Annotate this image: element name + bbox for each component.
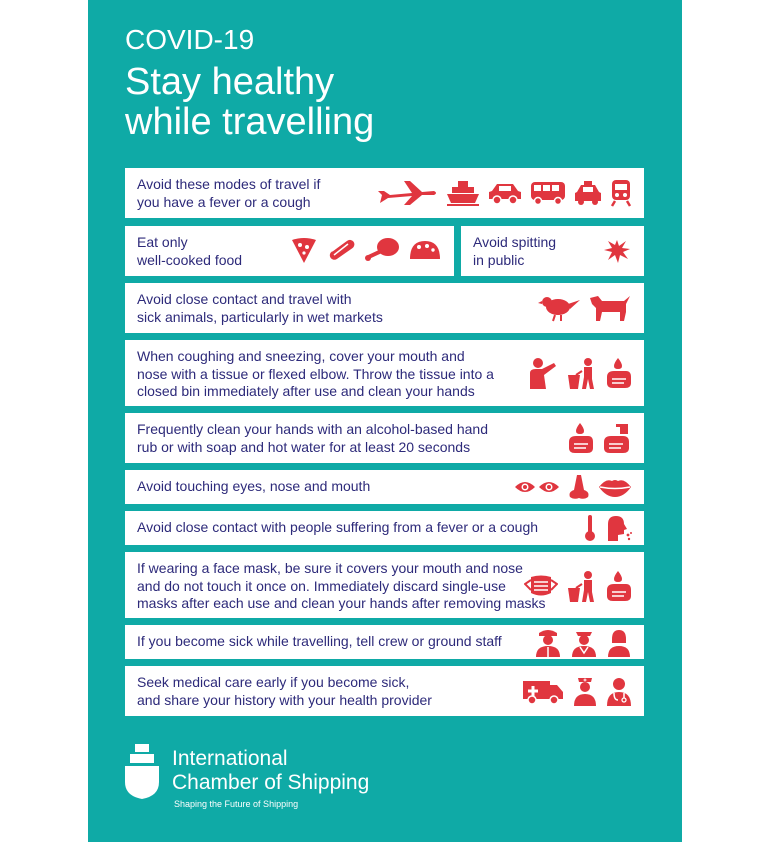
drumstick-icon <box>364 236 400 264</box>
poster-title <box>125 62 545 142</box>
taxi-icon <box>574 180 602 206</box>
card-text <box>137 560 546 613</box>
lips-icon <box>598 476 632 498</box>
card-face <box>125 470 644 504</box>
card-text <box>137 478 370 496</box>
card-travel <box>125 168 644 218</box>
line: sick animals, particularly in wet markets <box>137 308 383 325</box>
tagline: Shaping the Future of Shipping <box>174 799 299 809</box>
line: nose with a tissue or flexed elbow. Throw the tissue into a <box>137 365 494 382</box>
line: Seek medical care early if you become sick, <box>137 674 410 690</box>
ship-icon <box>446 179 480 207</box>
car-icon <box>488 181 522 205</box>
card-text <box>137 674 432 709</box>
crew-icons <box>534 627 632 657</box>
airplane-icon <box>376 179 438 207</box>
taco-icon <box>408 237 442 263</box>
bird-icon <box>538 292 580 322</box>
animal-icons <box>538 292 632 322</box>
nose-icon <box>568 474 590 500</box>
line: closed bin immediately after use and clean your hands <box>137 383 475 399</box>
travel-icons <box>376 179 632 207</box>
ics-logo-icon <box>124 744 160 800</box>
handwash-icon <box>604 570 632 602</box>
medical-icons <box>522 676 632 706</box>
handwash-icon <box>566 422 594 454</box>
hotdog-icon <box>326 236 356 264</box>
card-text <box>137 348 494 401</box>
food-icons <box>290 236 442 264</box>
poster-kicker: COVID-19 <box>125 24 255 55</box>
thermometer-icon <box>584 514 596 542</box>
line: Avoid close contact and travel with <box>137 291 352 307</box>
mask-icons <box>524 570 632 602</box>
card-text <box>137 291 383 326</box>
person-coughing-icon <box>528 357 558 389</box>
handwash-icon <box>604 357 632 389</box>
card-text <box>473 234 556 269</box>
sanitizer-icon <box>602 422 632 454</box>
line: masks after each use and clean your hands after removing masks <box>137 595 546 611</box>
line: in public <box>473 251 525 268</box>
card-medical-care <box>125 666 644 716</box>
card-text <box>137 234 242 269</box>
cough-head-icon <box>604 514 632 542</box>
cough-icons <box>528 357 632 389</box>
line: Avoid close contact with people suffering from a fever or a cough <box>137 519 539 535</box>
title-line-1: Stay healthy <box>125 61 335 103</box>
captain-icon <box>534 627 562 657</box>
org-name-line-2: Chamber of Shipping <box>172 771 370 794</box>
card-face-mask <box>125 552 644 618</box>
line: and share your history with your health provider <box>137 691 432 708</box>
line: well-cooked food <box>137 251 243 268</box>
line: If wearing a face mask, be sure it covers your mouth and nose <box>137 560 523 576</box>
card-text <box>137 633 502 651</box>
doctor-icon <box>606 676 632 706</box>
card-animals <box>125 283 644 333</box>
eyes-icon <box>514 475 560 499</box>
ambulance-icon <box>522 677 564 705</box>
spit-icons <box>602 235 632 265</box>
card-food <box>125 226 454 276</box>
line: Eat only <box>137 234 188 250</box>
stewardess-icon <box>606 627 632 657</box>
line: you have a fever or a cough <box>137 193 311 210</box>
title-line-2: while travelling <box>125 101 375 143</box>
line: When coughing and sneezing, cover your mouth and <box>137 348 465 364</box>
line: Avoid touching eyes, nose and mouth <box>137 478 371 494</box>
fever-icons <box>584 514 632 542</box>
card-spitting <box>461 226 644 276</box>
bin-icon <box>566 570 596 602</box>
face-icons <box>514 474 632 500</box>
line: Frequently clean your hands with an alcohol-based hand <box>137 421 489 437</box>
bin-icon <box>566 357 596 389</box>
card-text <box>137 421 488 456</box>
mask-icon <box>524 574 558 598</box>
pizza-icon <box>290 236 318 264</box>
card-tell-crew <box>125 625 644 659</box>
card-coughing <box>125 340 644 406</box>
clean-hands-icons <box>566 422 632 454</box>
line: rub or with soap and hot water for at least 20 seconds <box>137 438 471 455</box>
line: Avoid these modes of travel if <box>137 176 321 192</box>
bus-icon <box>530 180 566 206</box>
org-name <box>172 747 369 795</box>
card-text <box>137 519 538 537</box>
train-icon <box>610 179 632 207</box>
splat-icon <box>602 235 632 265</box>
line: Avoid spitting <box>473 234 557 250</box>
org-name-line-1: International <box>172 747 288 770</box>
line: and do not touch it once on. Immediately discard single-use <box>137 577 506 594</box>
nurse-icon <box>572 676 598 706</box>
card-fever-contact <box>125 511 644 545</box>
crew-icon <box>570 627 598 657</box>
card-clean-hands <box>125 413 644 463</box>
dog-icon <box>588 292 632 322</box>
card-text <box>137 176 320 211</box>
line: If you become sick while travelling, tell crew or ground staff <box>137 633 502 649</box>
poster <box>88 0 682 842</box>
